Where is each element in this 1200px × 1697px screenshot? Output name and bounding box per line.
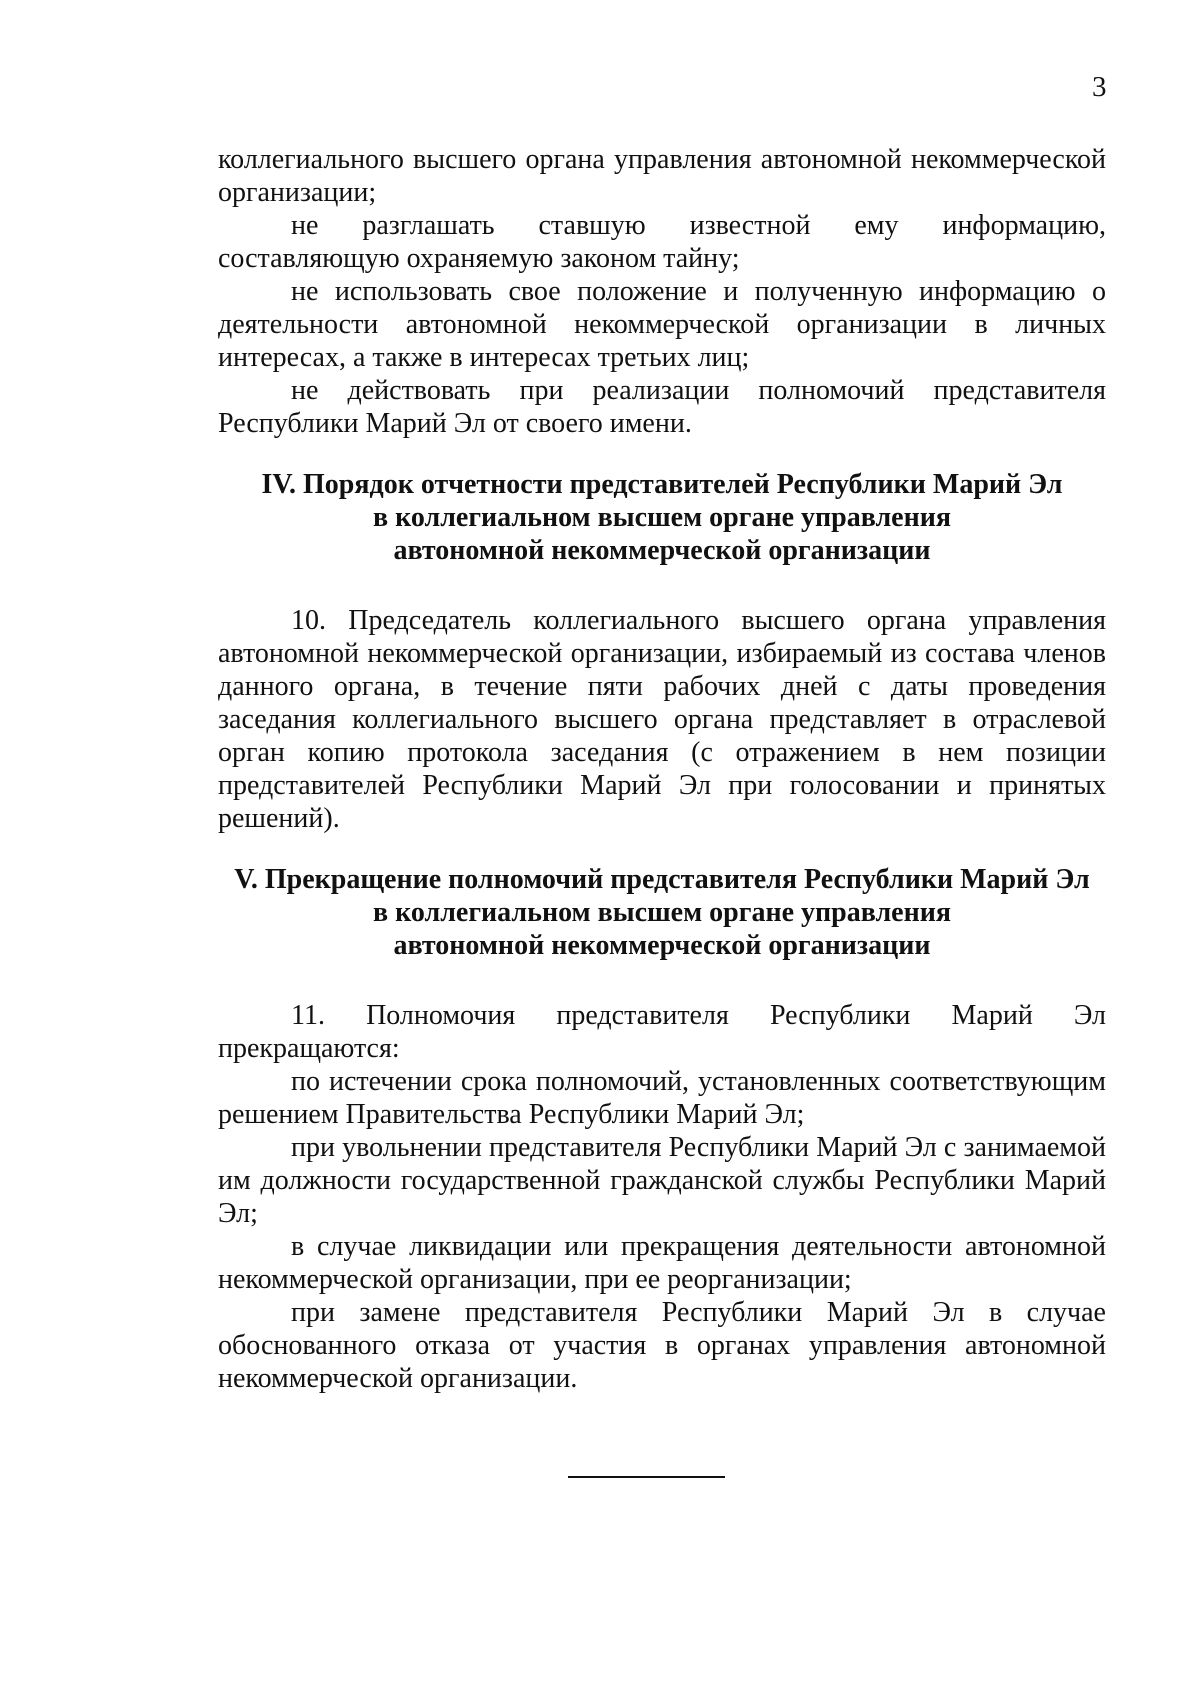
section-heading-line: в коллегиальном высшем органе управления	[372, 502, 952, 533]
section-heading-line: автономной некоммерческой организации	[393, 930, 931, 961]
termination-item: при увольнении представителя Республики Марий Эл с занимаемой им должности государственной гражданской службы Республики Марий Эл;	[218, 1132, 1106, 1229]
obligation-paragraph: не использовать свое положение и полученную информацию о деятельности автономной некоммерческой организации в личных интересах, а также в интересах третьих лиц;	[218, 276, 1106, 373]
section-heading-line: IV. Порядок отчетности представителей Республики Марий Эл	[261, 469, 1063, 500]
termination-item: при замене представителя Республики Марий Эл в случае обоснованного отказа от участия в органах управления автономной некоммерческой организации.	[218, 1297, 1106, 1394]
continued-paragraph: коллегиального высшего органа управления автономной некоммерческой организации;	[218, 144, 1106, 208]
termination-item: по истечении срока полномочий, установленных соответствующим решением Правительства Республики Марий Эл;	[218, 1066, 1106, 1130]
obligation-paragraph: не действовать при реализации полномочий представителя Республики Марий Эл от своего имени.	[218, 375, 1106, 439]
page-number: 3	[1092, 71, 1107, 103]
termination-item: в случае ликвидации или прекращения деятельности автономной некоммерческой организации, при ее реорганизации;	[218, 1231, 1106, 1295]
section-heading-line: автономной некоммерческой организации	[393, 535, 931, 566]
section-5-heading	[218, 863, 1106, 962]
section-heading-line: в коллегиальном высшем органе управления	[372, 897, 952, 928]
paragraph-10: 10. Председатель коллегиального высшего органа управления автономной некоммерческой организации, избираемый из состава членов данного органа, в течение пяти рабочих дней с даты проведения заседания коллегиального высшего органа представляет в отраслевой орган копию протокола заседания (с отражением в нем позиции представителей Республики Марий Эл при голосовании и принятых решений).	[218, 605, 1106, 834]
document-body	[218, 143, 1106, 1395]
section-heading-line: V. Прекращение полномочий представителя Республики Марий Эл	[234, 864, 1090, 895]
section-4-heading	[218, 468, 1106, 567]
paragraph-11: 11. Полномочия представителя Республики Марий Эл прекращаются:	[218, 1000, 1106, 1064]
obligation-paragraph: не разглашать ставшую известной ему информацию, составляющую охраняемую законом тайну;	[218, 210, 1106, 274]
end-rule	[568, 1476, 725, 1478]
